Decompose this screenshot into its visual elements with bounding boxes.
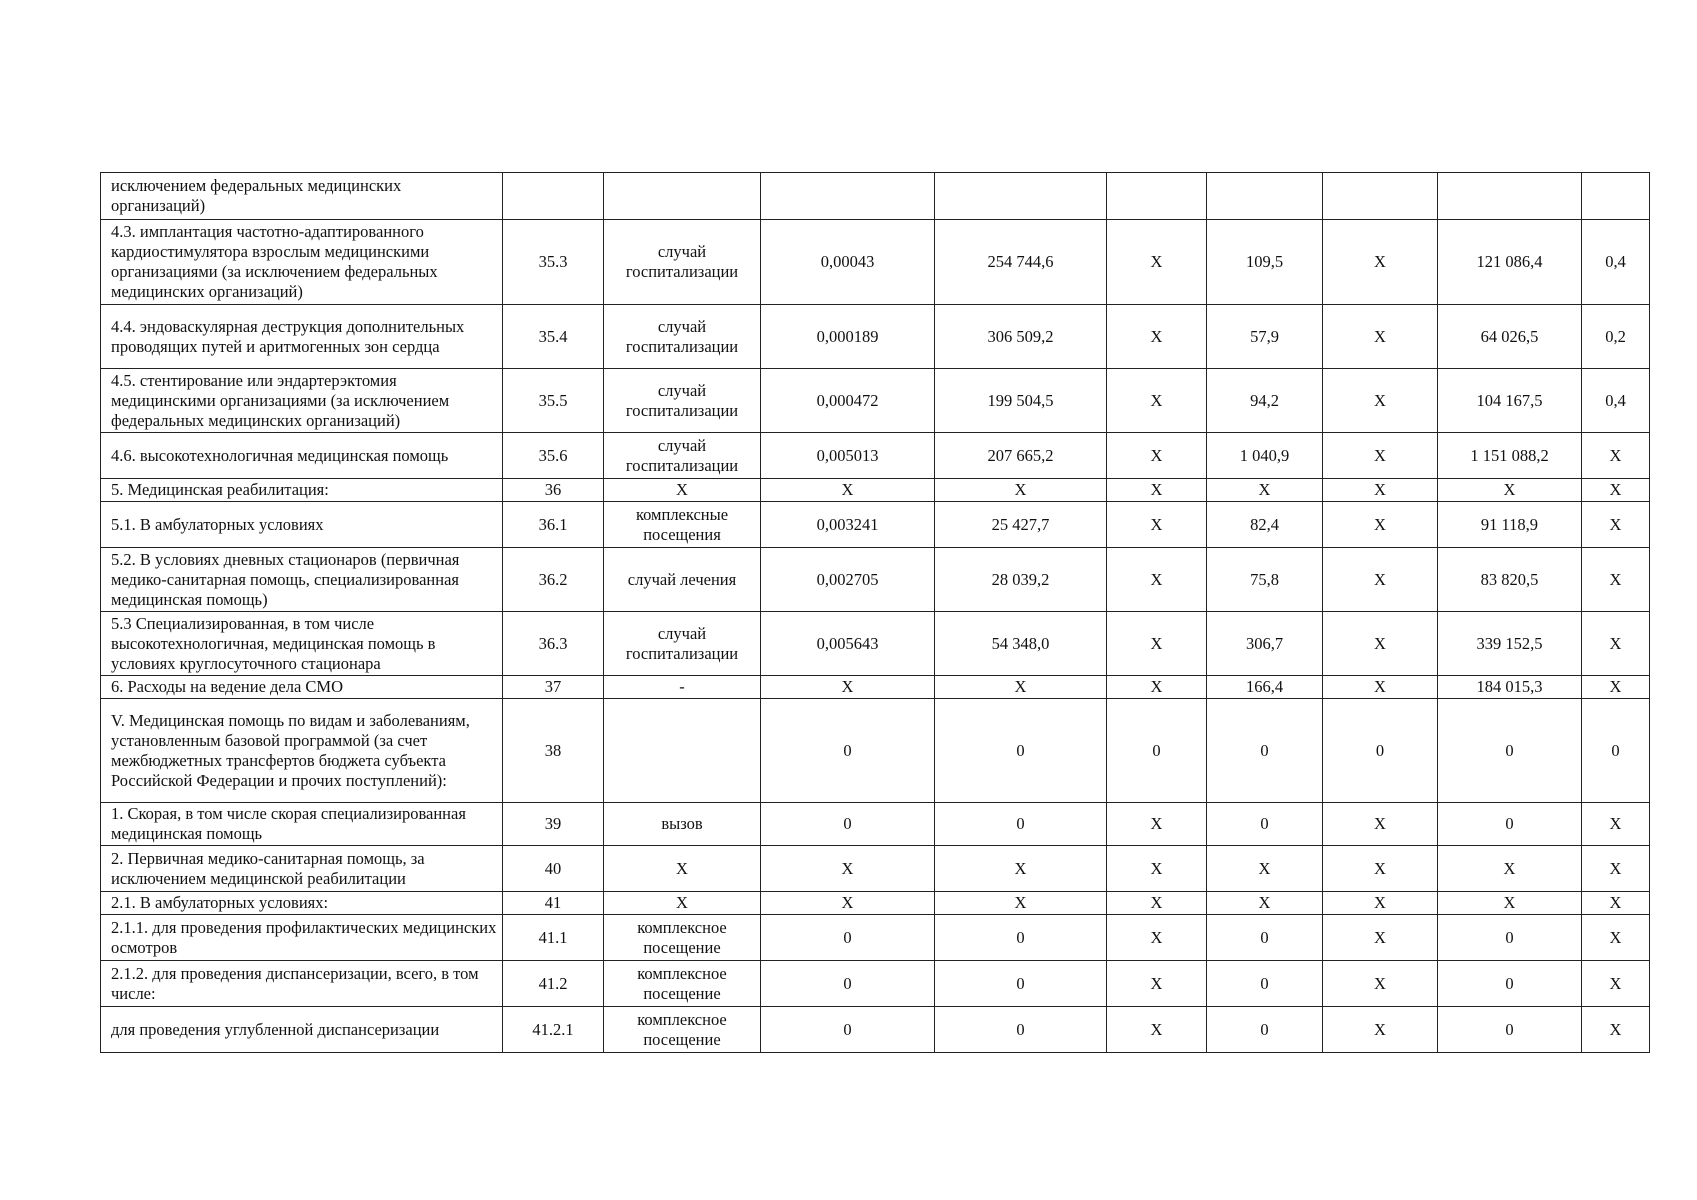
row-unit-cell: случай госпитализации	[604, 369, 761, 433]
row-col10-cell: X	[1582, 803, 1650, 846]
row-volume-cell: 0,003241	[761, 502, 935, 548]
table-row	[101, 502, 1650, 548]
row-col7-cell: 0	[1207, 961, 1323, 1007]
row-volume-cell: 0,00043	[761, 220, 935, 305]
row-col8-cell: 0	[1323, 699, 1438, 803]
row-col8-cell: X	[1323, 1007, 1438, 1053]
row-cost-cell: 0	[935, 961, 1107, 1007]
row-unit-cell: случай госпитализации	[604, 305, 761, 369]
row-line-number-cell: 38	[503, 699, 604, 803]
row-line-number-cell: 41.2.1	[503, 1007, 604, 1053]
row-col6-cell: X	[1107, 1007, 1207, 1053]
row-col7-cell: X	[1207, 892, 1323, 915]
row-line-number-cell: 35.3	[503, 220, 604, 305]
row-unit-cell: комплексное посещение	[604, 961, 761, 1007]
row-line-number-cell: 36.3	[503, 612, 604, 676]
row-col7-cell: 0	[1207, 1007, 1323, 1053]
row-col8-cell: X	[1323, 803, 1438, 846]
row-name-cell: 4.6. высокотехнологичная медицинская помощь	[101, 433, 503, 479]
row-col6-cell: X	[1107, 961, 1207, 1007]
row-cost-cell: X	[935, 846, 1107, 892]
row-col10-cell	[1582, 173, 1650, 220]
row-line-number-cell: 41.2	[503, 961, 604, 1007]
row-unit-cell: случай лечения	[604, 548, 761, 612]
row-col7-cell: 0	[1207, 803, 1323, 846]
table-row	[101, 433, 1650, 479]
row-col8-cell: X	[1323, 846, 1438, 892]
row-name-cell: 4.5. стентирование или эндартерэктомия медицинскими организациями (за исключением федеральных медицинских организаций)	[101, 369, 503, 433]
row-col7-cell: 1 040,9	[1207, 433, 1323, 479]
row-col9-cell: 0	[1438, 1007, 1582, 1053]
row-cost-cell: X	[935, 892, 1107, 915]
row-cost-cell: 199 504,5	[935, 369, 1107, 433]
row-col10-cell: 0,4	[1582, 369, 1650, 433]
row-cost-cell: 306 509,2	[935, 305, 1107, 369]
row-col6-cell: X	[1107, 892, 1207, 915]
row-col8-cell: X	[1323, 220, 1438, 305]
row-col9-cell: 339 152,5	[1438, 612, 1582, 676]
row-col8-cell: X	[1323, 676, 1438, 699]
table-row	[101, 173, 1650, 220]
row-col10-cell: X	[1582, 612, 1650, 676]
row-name-cell: 5.1. В амбулаторных условиях	[101, 502, 503, 548]
row-col9-cell: X	[1438, 892, 1582, 915]
row-col9-cell: 104 167,5	[1438, 369, 1582, 433]
row-unit-cell: случай госпитализации	[604, 612, 761, 676]
row-cost-cell	[935, 173, 1107, 220]
row-col9-cell	[1438, 173, 1582, 220]
row-col6-cell: X	[1107, 479, 1207, 502]
row-name-cell: исключением федеральных медицинских организаций)	[101, 173, 503, 220]
row-unit-cell: комплексные посещения	[604, 502, 761, 548]
row-col7-cell: 306,7	[1207, 612, 1323, 676]
row-name-cell: 2.1.2. для проведения диспансеризации, всего, в том числе:	[101, 961, 503, 1007]
table-row	[101, 676, 1650, 699]
row-name-cell: 4.3. имплантация частотно-адаптированного кардиостимулятора взрослым медицинскими организациями (за исключением федеральных медицинских организаций)	[101, 220, 503, 305]
row-col8-cell	[1323, 173, 1438, 220]
row-col9-cell: 1 151 088,2	[1438, 433, 1582, 479]
row-name-cell: 2.1.1. для проведения профилактических медицинских осмотров	[101, 915, 503, 961]
row-volume-cell: 0,002705	[761, 548, 935, 612]
row-col10-cell: X	[1582, 479, 1650, 502]
row-volume-cell: X	[761, 892, 935, 915]
row-name-cell: 5.3 Специализированная, в том числе высокотехнологичная, медицинская помощь в условиях круглосуточного стационара	[101, 612, 503, 676]
row-unit-cell: X	[604, 479, 761, 502]
row-col10-cell: 0,4	[1582, 220, 1650, 305]
row-line-number-cell: 39	[503, 803, 604, 846]
row-col10-cell: 0,2	[1582, 305, 1650, 369]
row-line-number-cell: 36.2	[503, 548, 604, 612]
row-col8-cell: X	[1323, 369, 1438, 433]
row-line-number-cell: 37	[503, 676, 604, 699]
row-col9-cell: 64 026,5	[1438, 305, 1582, 369]
row-col7-cell: 0	[1207, 699, 1323, 803]
row-line-number-cell: 35.6	[503, 433, 604, 479]
row-col10-cell: X	[1582, 1007, 1650, 1053]
row-col8-cell: X	[1323, 502, 1438, 548]
row-cost-cell: 25 427,7	[935, 502, 1107, 548]
row-cost-cell: 28 039,2	[935, 548, 1107, 612]
row-col6-cell: X	[1107, 369, 1207, 433]
funding-table	[100, 172, 1650, 1053]
row-volume-cell: 0,005643	[761, 612, 935, 676]
table-body	[101, 173, 1650, 1053]
row-col6-cell: X	[1107, 676, 1207, 699]
row-col8-cell: X	[1323, 961, 1438, 1007]
row-col6-cell: X	[1107, 220, 1207, 305]
row-volume-cell: 0,005013	[761, 433, 935, 479]
row-unit-cell: X	[604, 892, 761, 915]
row-name-cell: 4.4. эндоваскулярная деструкция дополнительных проводящих путей и аритмогенных зон сердца	[101, 305, 503, 369]
row-col6-cell: X	[1107, 548, 1207, 612]
row-volume-cell: X	[761, 479, 935, 502]
row-col9-cell: X	[1438, 846, 1582, 892]
row-col9-cell: 83 820,5	[1438, 548, 1582, 612]
row-col7-cell: X	[1207, 479, 1323, 502]
row-line-number-cell: 36.1	[503, 502, 604, 548]
row-unit-cell: -	[604, 676, 761, 699]
row-cost-cell: 0	[935, 1007, 1107, 1053]
row-col6-cell: X	[1107, 433, 1207, 479]
row-cost-cell: 0	[935, 699, 1107, 803]
row-col6-cell	[1107, 173, 1207, 220]
row-col7-cell: X	[1207, 846, 1323, 892]
row-cost-cell: X	[935, 676, 1107, 699]
row-unit-cell: вызов	[604, 803, 761, 846]
row-col9-cell: 184 015,3	[1438, 676, 1582, 699]
row-col7-cell: 0	[1207, 915, 1323, 961]
row-unit-cell: комплексное посещение	[604, 915, 761, 961]
row-col7-cell	[1207, 173, 1323, 220]
row-line-number-cell	[503, 173, 604, 220]
row-cost-cell: 0	[935, 915, 1107, 961]
row-name-cell: 6. Расходы на ведение дела СМО	[101, 676, 503, 699]
row-unit-cell: случай госпитализации	[604, 433, 761, 479]
row-col10-cell: X	[1582, 676, 1650, 699]
table-row	[101, 961, 1650, 1007]
row-cost-cell: 207 665,2	[935, 433, 1107, 479]
row-name-cell: 2. Первичная медико-санитарная помощь, за исключением медицинской реабилитации	[101, 846, 503, 892]
row-col9-cell: 91 118,9	[1438, 502, 1582, 548]
row-col7-cell: 82,4	[1207, 502, 1323, 548]
row-col10-cell: X	[1582, 892, 1650, 915]
row-volume-cell: 0,000472	[761, 369, 935, 433]
row-name-cell: 5.2. В условиях дневных стационаров (первичная медико-санитарная помощь, специализированная медицинская помощь)	[101, 548, 503, 612]
row-col9-cell: 0	[1438, 803, 1582, 846]
row-volume-cell: 0	[761, 915, 935, 961]
row-col8-cell: X	[1323, 915, 1438, 961]
row-col9-cell: 0	[1438, 915, 1582, 961]
row-col8-cell: X	[1323, 305, 1438, 369]
row-line-number-cell: 40	[503, 846, 604, 892]
row-cost-cell: X	[935, 479, 1107, 502]
table-row	[101, 803, 1650, 846]
row-volume-cell: X	[761, 676, 935, 699]
row-cost-cell: 0	[935, 803, 1107, 846]
row-line-number-cell: 41.1	[503, 915, 604, 961]
row-col10-cell: X	[1582, 915, 1650, 961]
row-col9-cell: 0	[1438, 961, 1582, 1007]
row-volume-cell: 0,000189	[761, 305, 935, 369]
row-name-cell: для проведения углубленной диспансеризации	[101, 1007, 503, 1053]
table-row	[101, 305, 1650, 369]
row-col7-cell: 75,8	[1207, 548, 1323, 612]
row-col7-cell: 57,9	[1207, 305, 1323, 369]
row-col8-cell: X	[1323, 479, 1438, 502]
row-col9-cell: 0	[1438, 699, 1582, 803]
row-col10-cell: X	[1582, 433, 1650, 479]
row-cost-cell: 54 348,0	[935, 612, 1107, 676]
table-row	[101, 915, 1650, 961]
row-col8-cell: X	[1323, 892, 1438, 915]
row-col7-cell: 166,4	[1207, 676, 1323, 699]
row-volume-cell	[761, 173, 935, 220]
row-unit-cell: X	[604, 846, 761, 892]
row-line-number-cell: 35.4	[503, 305, 604, 369]
table-row	[101, 220, 1650, 305]
row-line-number-cell: 35.5	[503, 369, 604, 433]
table-row	[101, 892, 1650, 915]
row-col7-cell: 94,2	[1207, 369, 1323, 433]
row-col6-cell: X	[1107, 305, 1207, 369]
row-volume-cell: 0	[761, 699, 935, 803]
row-unit-cell	[604, 173, 761, 220]
row-volume-cell: X	[761, 846, 935, 892]
row-col6-cell: X	[1107, 502, 1207, 548]
row-col9-cell: X	[1438, 479, 1582, 502]
row-col10-cell: X	[1582, 961, 1650, 1007]
row-line-number-cell: 36	[503, 479, 604, 502]
table-row	[101, 846, 1650, 892]
table-row	[101, 548, 1650, 612]
row-line-number-cell: 41	[503, 892, 604, 915]
row-col10-cell: 0	[1582, 699, 1650, 803]
table-row	[101, 369, 1650, 433]
row-volume-cell: 0	[761, 1007, 935, 1053]
row-name-cell: 5. Медицинская реабилитация:	[101, 479, 503, 502]
row-name-cell: 2.1. В амбулаторных условиях:	[101, 892, 503, 915]
row-col8-cell: X	[1323, 433, 1438, 479]
row-col10-cell: X	[1582, 502, 1650, 548]
row-unit-cell: случай госпитализации	[604, 220, 761, 305]
row-cost-cell: 254 744,6	[935, 220, 1107, 305]
row-col6-cell: X	[1107, 846, 1207, 892]
row-volume-cell: 0	[761, 961, 935, 1007]
row-name-cell: 1. Скорая, в том числе скорая специализированная медицинская помощь	[101, 803, 503, 846]
table-row	[101, 612, 1650, 676]
table-row	[101, 479, 1650, 502]
row-unit-cell	[604, 699, 761, 803]
row-unit-cell: комплексное посещение	[604, 1007, 761, 1053]
row-col6-cell: X	[1107, 612, 1207, 676]
row-col8-cell: X	[1323, 612, 1438, 676]
row-col6-cell: X	[1107, 803, 1207, 846]
row-col9-cell: 121 086,4	[1438, 220, 1582, 305]
table-row	[101, 699, 1650, 803]
row-volume-cell: 0	[761, 803, 935, 846]
row-col8-cell: X	[1323, 548, 1438, 612]
table-row	[101, 1007, 1650, 1053]
row-col10-cell: X	[1582, 846, 1650, 892]
row-name-cell: V. Медицинская помощь по видам и заболеваниям, установленным базовой программой (за счет межбюджетных трансфертов бюджета субъекта Российской Федерации и прочих поступлений):	[101, 699, 503, 803]
row-col10-cell: X	[1582, 548, 1650, 612]
row-col6-cell: 0	[1107, 699, 1207, 803]
row-col6-cell: X	[1107, 915, 1207, 961]
row-col7-cell: 109,5	[1207, 220, 1323, 305]
